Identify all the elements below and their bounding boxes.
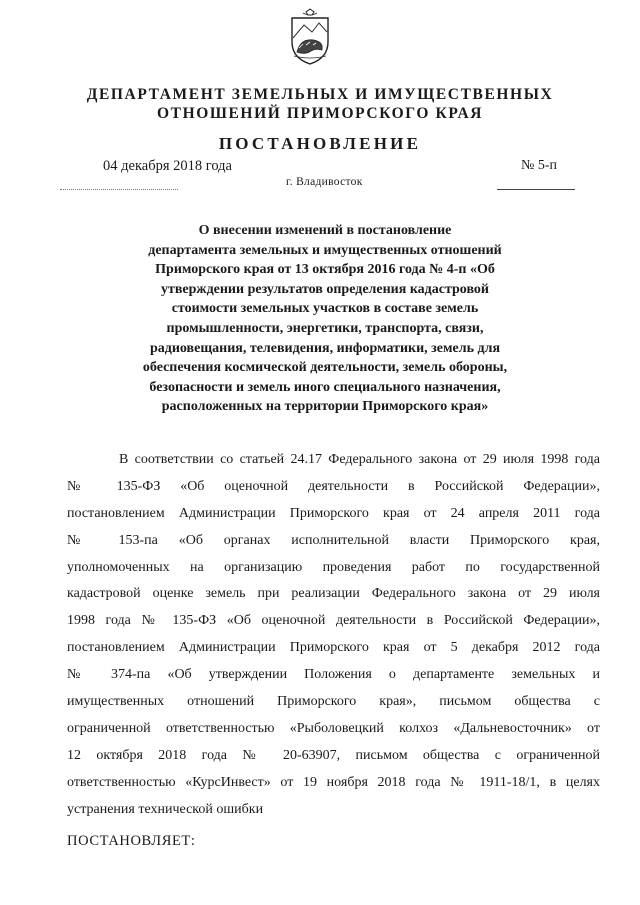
department-name	[60, 85, 580, 123]
document-type: ПОСТАНОВЛЕНИЕ	[218, 134, 422, 153]
document-city: г. Владивосток	[286, 176, 363, 188]
body-line: В соответствии со статьей 24.17 Федерального закона от 29 июля 1998 года	[119, 452, 600, 467]
number-underline	[497, 189, 575, 190]
document-subject	[120, 221, 530, 417]
document-number: № 5-п	[521, 158, 558, 173]
body-line: кадастровой оценке земель при реализации Федерального закона от 29 июля	[67, 586, 600, 602]
date-underline	[60, 189, 178, 190]
body-line: имущественных отношений Приморского края», письмом общества с	[67, 694, 600, 710]
body-line: 12 октября 2018 года № 20-63907, письмом общества с ограниченной	[67, 747, 600, 763]
subject-line: Приморского края от 13 октября 2016 года № 4-п «Об	[155, 262, 495, 278]
body-line: уполномоченных на организацию проведения работ по государственной	[67, 559, 600, 575]
body-line: устранения технической ошибки	[67, 801, 264, 817]
body-line: ограниченной ответственностью «Рыболовецкий колхоз «Дальневосточник» от	[67, 720, 600, 736]
department-name-line-2: ОТНОШЕНИЙ ПРИМОРСКОГО КРАЯ	[156, 105, 484, 122]
department-name-line-1: ДЕПАРТАМЕНТ ЗЕМЕЛЬНЫХ И ИМУЩЕСТВЕННЫХ	[86, 86, 554, 103]
subject-line: безопасности и земель иного специального назначения,	[149, 379, 501, 395]
body-line: ответственностью «КурсИнвест» от 19 ноября 2018 года № 1911-18/1, в целях	[67, 774, 600, 790]
subject-line: стоимости земельных участков в составе земель	[171, 301, 479, 317]
subject-line: обеспечения космической деятельности, земель обороны,	[142, 360, 508, 376]
subject-line: О внесении изменений в постановление	[198, 223, 452, 238]
body-line: № 135-ФЗ «Об оценочной деятельности в Российской Федерации»,	[67, 478, 600, 494]
decree-word: ПОСТАНОВЛЯЕТ:	[67, 833, 196, 849]
subject-line: радиовещания, телевидения, информатики, земель для	[149, 340, 501, 356]
body-line: 1998 года № 135-ФЗ «Об оценочной деятельности в Российской Федерации»,	[67, 613, 600, 629]
subject-line: утверждении результатов определения кадастровой	[160, 281, 489, 297]
subject-line: департамента земельных и имущественных отношений	[148, 242, 502, 258]
body-line: № 374-па «Об утверждении Положения о департаменте земельных и	[67, 667, 600, 683]
body-line: № 153-па «Об органах исполнительной власти Приморского края,	[67, 532, 600, 548]
subject-line: расположенных на территории Приморского края»	[161, 399, 489, 415]
document-date: 04 декабря 2018 года	[103, 158, 232, 174]
subject-line: промышленности, энергетики, транспорта, связи,	[166, 320, 484, 336]
body-line: постановлением Администрации Приморского края от 24 апреля 2011 года	[67, 505, 600, 521]
preamble-paragraph	[67, 447, 600, 823]
body-line: постановлением Администрации Приморского края от 5 декабря 2012 года	[67, 640, 600, 656]
coat-of-arms-icon	[286, 8, 334, 66]
